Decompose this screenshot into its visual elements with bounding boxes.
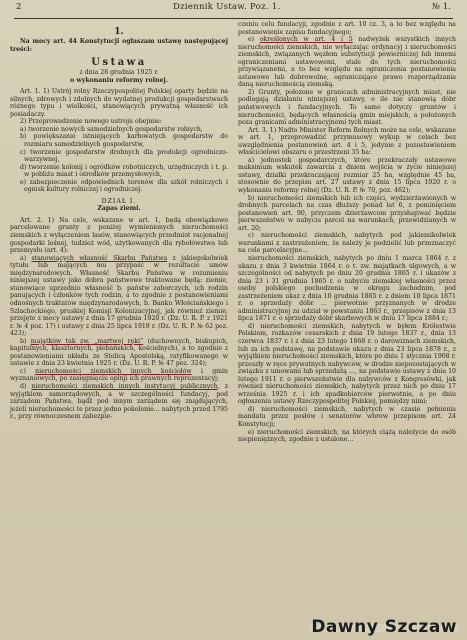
underlined-phrase: nieruchomości ziemskich innych instytucyj publicznych [31,382,218,390]
section-heading-dzial: DZIAŁ I. [101,197,137,205]
issue-number: № 1. [432,2,451,12]
list-item-b: b) powiększanie istniejących karłowatych gospodarstw do rozmiaru samodzielnych gospodarstw, [20,133,228,149]
article-3: Art. 3. 1) Nadto Minister Reform Rolnych może na cele, wskazane w art. 1, przeprowadzić przymusowy wykup w celach bez uwzględnienia postanowień art. 4 i 5, jedynie z pozostawieniem właścicielowi obszaru o przestrzeni 35 ha: [238,126,456,157]
act-title: Ustawa [91,57,147,69]
list-item-d: d) tworzenie kolonij i ogródków robotniczych, urzędniczych i t. p. w pobliżu miast i ośrodków przemysłowych, [20,163,228,179]
list-item-c: c) tworzenie gospodarstw drobnych dla produkcji ogrodniczo-warzywnej, [20,148,228,164]
article-3-point-c-cont: nieruchomości ziemskich, nabytych po dniu 1 marca 1864 r. z ukazu z dnia 3 kwietnia 1864 r. o t. zw. majątkach ulgowych, a w szczególności od nabytych po dniu 20 grudnia 1865 r. i ukazów z dnia 23 i 31 grudnia 1865 r. o nabyciu ziemskiej własności przez osoby polskiego pochodzenia w okręgu zachodnim, pod zastrzeżeniem ukaz z dnia 10 grudnia 1865 r. z dniem 10 lipca 1871 r. o sprzedaży dóbr ... pierwotnie przyznanych w drodze administracyjnej za udział w powstaniu 1863 r., przepisów z dnia 13 lipca 1871 r. o sprzedaży dóbr skarbowych w dniu 17 lipca 1884 r.; [238,254,456,323]
article-2-point-b: b) majątków tak zw. „martwej ręki” (duchownych, biskupich, kapitulnych, klasztornych, plebańskich, kościelnych), a to zgodnie z postanowieniami układu ze Stolicą Apostolską, ratyfikowanego w ustawie z dnia 23 kwietnia 1925 r. (Dz. U. R. P. № 47 poz. 324); [10,337,228,368]
watermark-logo: Dawny Szczaw [311,617,457,638]
act-date: z dnia 28 grudnia 1925 r. [79,69,159,77]
article-1: Art. 1. 1) Ustrój rolny Rzeczypospolitej Polskiej oparty będzie na silnych, zdrowych i zdolnych do wydatnej produkcji gospodarstwach różnego typu i wielkości, stanowiących prywatną własność ich posiadaczy. [10,88,228,118]
continued-paragraph: czeniu celu fundacyji, zgodnie z art. 10 cz. 3, a to bez względu na postanowienie zapisu fundacyjnego; [238,21,456,36]
two-column-body [10,21,457,444]
header-rule [14,18,453,19]
article-3-point-c: c) nieruchomości ziemskich, nabytych pod jakiemikolwiek warunkami z zastrzeżeniem, że należy je podzielić lub przeznaczyć na cele parcelacyjne... [238,232,456,255]
page-number: 2 [16,2,22,12]
list-item-a: a) tworzenie nowych samodzielnych gospodarstw rolnych, [20,125,203,133]
section-subheading: Zapas ziemi. [97,205,141,213]
underlined-phrase: określonych w art. 4 i 5 [259,36,353,44]
article-2-point-d: d) nieruchomości ziemskich innych instytucyj publicznych, z wyjątkiem samorządowych, a w szczególności fundacyj, pod zarządem Państwa, bądź pod innym zarządem się znajdujących, jeżeli nieruchomości te przez jedno pokolenie... nabytych przed 1795 r., przy równoczesnem zabezpie- [10,382,228,421]
article-2-point-2: 2) Grunty, położone w granicach administracyjnych miast, nie podlegają działaniu niniejszej ustawy, o ile nie stanowią dóbr państwowych i fundacyjnych. To samo dotyczy gruntów i nieruchomości, będących własnością gmin miejskich, a położonych poza granicami administracyjnemi tych miast. [238,88,456,127]
left-column [10,21,228,444]
article-2-point-e: e) określonych w art. 4 i 5 nadwyżek wszystkich innych nieruchomości ziemskich, nie wyłączając ordynacyj i nieruchomości ziemskich, związanych węzłem substytucji powierniczej lub innemi ograniczeniami ustawowemi, stale do tych nieruchomości przywiązanemi, a to bez względu na ograniczenia postanowienia ustawowe lub dobrowolne, ograniczające prawo rozporządzania daną nieruchomością ziemską. [238,36,456,89]
article-3-point-b: b) nieruchomości ziemskich lub ich części, wydzierżawionych w drobnych parcelach na czas dłuższy ponad lat 6, z pominięciem postanowień art. 90, przyczem dzierżawcom przysługiwać będzie pierwszeństwo w nabyciu parcel na warunkach, przewidzianych w art. 20; [238,194,456,232]
underlined-phrase: majątków tak zw. „martwej ręki” [30,337,144,345]
underlined-phrase: stanowiących własność Skarbu Państwa [31,254,168,262]
act-subject: o wykonaniu reformy rolnej. [70,76,168,84]
journal-title: Dziennik Ustaw. Poz. 1. [172,2,281,12]
article-3-point-f: e) nieruchomości ziemskich, na których ciążą należycie do osób niepieniężnych, zgodnie z ustalone... [238,428,456,444]
section-number: 1. [114,27,124,37]
article-1-point-2: 2) Przeprowadzenie nowego ustroju obejmie: [20,118,162,126]
article-3-point-a: a) jednostek gospodarczych, które przekraczały ustawowe maksimum wskutek zawarcia z dniem wejścia w życie niniejszej ustawy, działki przekraczającej rozmiar 25 ha, względnie 45 ha, stosownie do przepisu art. 27 ustawy z dnia 15 lipca 1920 r. o wykonaniu reformy rolnej (Dz. U. R. P. № 70, poz. 462); [238,156,456,195]
underlined-phrase: nieruchomości ziemskich innych kościołów [35,367,192,375]
article-3-point-e: d) nieruchomości ziemskich, nabytych w czasie pełnienia mandatu przez posłów i senatorów wbrew przepisom art. 24 Konstytucji; [238,405,456,428]
list-item-e: e) zabezpieczenie odpowiednich terenów dla szkół rolniczych i ognisk kultury rolniczej i ogrodniczej. [20,178,228,194]
article-2-point-c: c) nieruchomości ziemskich innych kościołów i gmin wyznaniowych, po zasięgnięciu opinji ich prawnych reprezentacyj; [10,367,228,383]
article-3-point-d: d) nieruchomości ziemskich, nabytych w byłem Królestwie Polskiem, rozkazów cesarskich z dnia 19 lutego 1837 r., dnia 13 czerwca 1837 r. i z dnia 23 lutego 1868 r. o darowiznach ziemskich, lub za ich podstawę, na podstawie ukazu z dnia 23 lipca 1878 r., z wyjątkiem nieruchomości ziemskich, które po dniu 1 stycznia 1908 r. przeszły w ręce prywatnych nabywców, w drodze niepozostających w związku z umowami lub sprzedażą ..., na podstawie ustawy z dnia 10 lutego 1911 r. o pierwszeństwie dla nabywców z Kongresówki, jak również nieruchomości ziemskich, nabytych przez nich po dniu 17 września 1925 r. i ich spadkobierców pierwotnie, a po dniu ogłoszenia ustawy Rzeczypospolitej Polskiej, pomiędzy nimi; [238,322,456,406]
page-header [10,4,457,16]
right-column [238,21,456,444]
article-2: Art. 2. 1) Na cele, wskazane w art. 1, będą obowiązkowo parcelowane grunty z poniżej wymienionych nieruchomości ziemskich z wyłączeniem lasów, stanowiących przedmiot racjonalnej gospodarki leśnej, tudzież wód, użytkowanych dla rybołówstwa lub przemysłu (art. 4): [10,216,228,255]
preamble: Na mocy art. 44 Konstytucji ogłaszam ustawę następującej treści: [10,38,228,53]
article-2-point-a: a) stanowiących własność Skarbu Państwa z jakiegokolwiek tytułu lub mających mu przypaść w rezultacie umów międzynarodowych. Własność Skarbu Państwa w rozumieniu niniejszej ustawy jako dobra państwowe traktowane będą: ziemie, stanowiące uprzednio własność b. państw zaborczych, ich rodzin panujących i członków tych rodzin, a to zgodnie z postanowieniami odnośnych traktatów międzynarodowych, b. Banku Włościańskiego i Szlacheckiego, pruskiej Komisji Kolonizacyjnej, jak również ziemie, przejęte z mocy ustawy z dnia 17 grudnia 1920 r. (Dz. U. R. P. z 1921 r. № 4 poz. 17) i ustawy z dnia 25 lipca 1919 r. (Dz. U. R. P. № 62 poz. 423); [10,254,228,338]
